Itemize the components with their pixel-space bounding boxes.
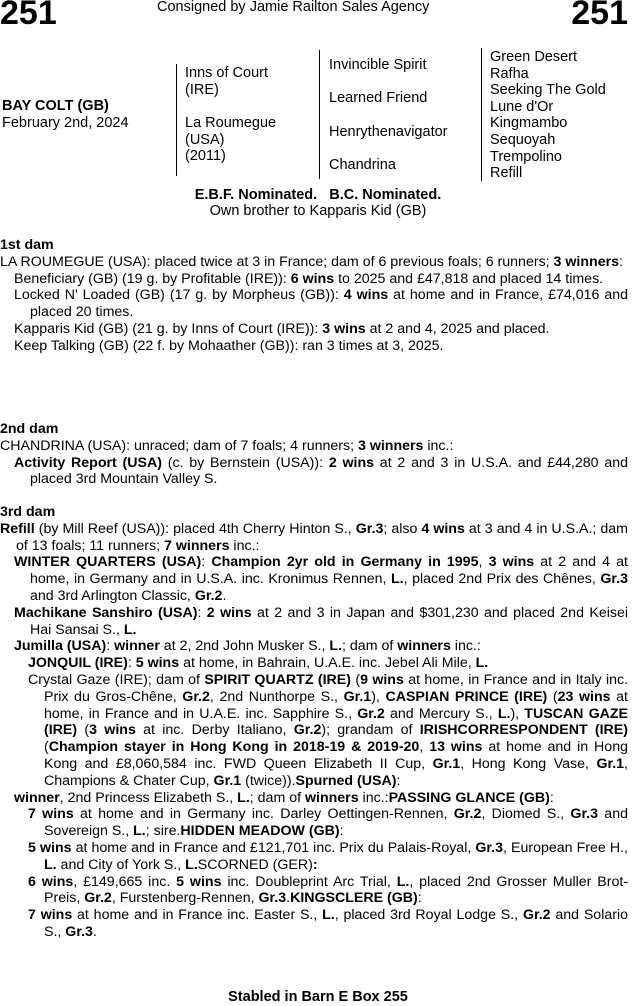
own-brother: Own brother to Kapparis Kid (GB): [209, 203, 427, 219]
pedigree-gen2-3: Chandrina: [329, 157, 396, 173]
pedigree-line-2: [319, 50, 320, 179]
foal-jumilla: Jumilla (USA): winner at 2, 2nd John Musker S., L.; dam of winners inc.:: [14, 638, 481, 655]
pedigree-dam: La Roumegue (USA) (2011): [185, 115, 277, 165]
pedigree-gen2-0: Invincible Spirit: [329, 57, 427, 73]
pedigree-line-1: [176, 64, 177, 176]
foal-jonquil: JONQUIL (IRE): 5 wins at home, in Bahrain, U.A.E. inc. Jebel Ali Mile, L.: [28, 655, 489, 672]
foal-kingsclere: 7 wins at home and in France inc. Easter S., L., placed 3rd Royal Lodge S., Gr.2 and Solario S., Gr.3.: [28, 907, 628, 940]
foal-scorned: 6 wins, £149,665 inc. 5 wins inc. Doubleprint Arc Trial, L., placed 2nd Grosser Muller Brot-Preis, Gr.2, Furstenberg-Rennen, Gr.3.KINGSCLERE (GB):: [28, 873, 628, 907]
second-dam-heading: 2nd dam: [0, 421, 59, 437]
foal-machikane-sanshiro: Machikane Sanshiro (USA): 2 wins at 2 and 3 in Japan and $301,230 and placed 2nd Keisei Hai Sansai S., L.: [14, 604, 628, 638]
foaling-date: February 2nd, 2024: [2, 115, 129, 131]
lot-number-right: 251: [571, 0, 628, 32]
first-dam-foal-4: Keep Talking (GB) (22 f. by Mohaather (GB)): ran 3 times at 3, 2025.: [14, 337, 444, 354]
horse-description: BAY COLT (GB): [2, 98, 109, 114]
foal-passing-glance: 7 wins at home and in Germany inc. Darley Oettingen-Rennen, Gr.2, Diomed S., Gr.3 and Sovereign S., L.; sire.HIDDEN MEADOW (GB):: [28, 806, 628, 840]
foal-crystal-gaze: Crystal Gaze (IRE); dam of SPIRIT QUARTZ (IRE) (9 wins at home, in France and in Italy inc. Prix du Gros-Chêne, Gr.2, 2nd Nunthorpe S., Gr.1), CASPIAN PRINCE (IRE) (23 wins at home, in France and in U.A.E. inc. Sapphire S., Gr.2 and Mercury S., L.), TUSCAN GAZE (IRE) (3 wins at inc. Derby Italiano, Gr.2); grandam of IRISHCORRESPONDENT (IRE) (Champion stayer in Hong Kong in 2018-19 & 2019-20, 13 wins at home and in Hong Kong and £8,060,584 inc. FWD Queen Elizabeth II Cup, Gr.1, Hong Kong Vase, Gr.1, Champions & Chater Cup, Gr.1 (twice)).Spurned (USA):: [28, 671, 629, 789]
first-dam-foal-3: Kapparis Kid (GB) (21 g. by Inns of Court (IRE)): 3 wins at 2 and 4, 2025 and placed.: [14, 320, 550, 337]
first-dam-foal-2: Locked N' Loaded (GB) (17 g. by Morpheus (GB)): 4 wins at home and in France, £74,016 and placed 20 times.: [14, 287, 629, 321]
second-dam-section: [0, 421, 628, 488]
foal-spurned: winner, 2nd Princess Elizabeth S., L.; dam of winners inc.:PASSING GLANCE (GB):: [14, 789, 554, 806]
second-dam-intro: CHANDRINA (USA): unraced; dam of 7 foals; 4 runners; 3 winners inc.:: [0, 437, 454, 454]
consignor: Consigned by Jamie Railton Sales Agency: [157, 0, 430, 15]
nominations: E.B.F. Nominated. B.C. Nominated.: [194, 187, 442, 203]
third-dam-heading: 3rd dam: [0, 504, 56, 520]
first-dam-section: [0, 237, 628, 355]
pedigree-sire: Inns of Court (IRE): [185, 65, 269, 98]
first-dam-foal-1: Beneficiary (GB) (19 g. by Profitable (IRE)): 6 wins to 2025 and £47,818 and placed 14 times.: [14, 270, 604, 287]
pedigree-gen2-2: Henrythenavigator: [329, 124, 448, 140]
third-dam-refill: Refill (by Mill Reef (USA)): placed 4th Cherry Hinton S., Gr.3; also 4 wins at 3 and 4 in U.S.A.; dam of 13 foals; 11 runners; 7 winners inc.:: [0, 520, 628, 554]
pedigree-gen3: Green Desert Rafha Seeking The Gold Lune d'Or Kingmambo Sequoyah Trempolino Refill: [490, 49, 606, 182]
pedigree-line-3: [481, 48, 482, 181]
foal-winter-quarters: WINTER QUARTERS (USA): Champion 2yr old in Germany in 1995, 3 wins at 2 and 4 at home, in Germany and in U.S.A. inc. Kronimus Rennen, L., placed 2nd Prix des Chênes, Gr.3 and 3rd Arlington Classic, Gr.2.: [14, 554, 628, 604]
foal-hidden-meadow: 5 wins at home and in France and £121,701 inc. Prix du Palais-Royal, Gr.3, European Free H., L. and City of York S., L.SCORNED (GER):: [28, 839, 628, 873]
lot-number-left: 251: [0, 0, 57, 32]
stabled-info: Stabled in Barn E Box 255: [228, 989, 408, 1005]
first-dam-intro: LA ROUMEGUE (USA): placed twice at 3 in France; dam of 6 previous foals; 6 runners; 3 winners:: [0, 253, 623, 270]
third-dam-section: [0, 504, 628, 941]
first-dam-heading: 1st dam: [0, 237, 54, 253]
second-dam-foal: Activity Report (USA) (c. by Bernstein (USA)): 2 wins at 2 and 3 in U.S.A. and £44,280 and placed 3rd Mountain Valley S.: [14, 454, 628, 488]
pedigree-gen2-1: Learned Friend: [329, 90, 428, 106]
